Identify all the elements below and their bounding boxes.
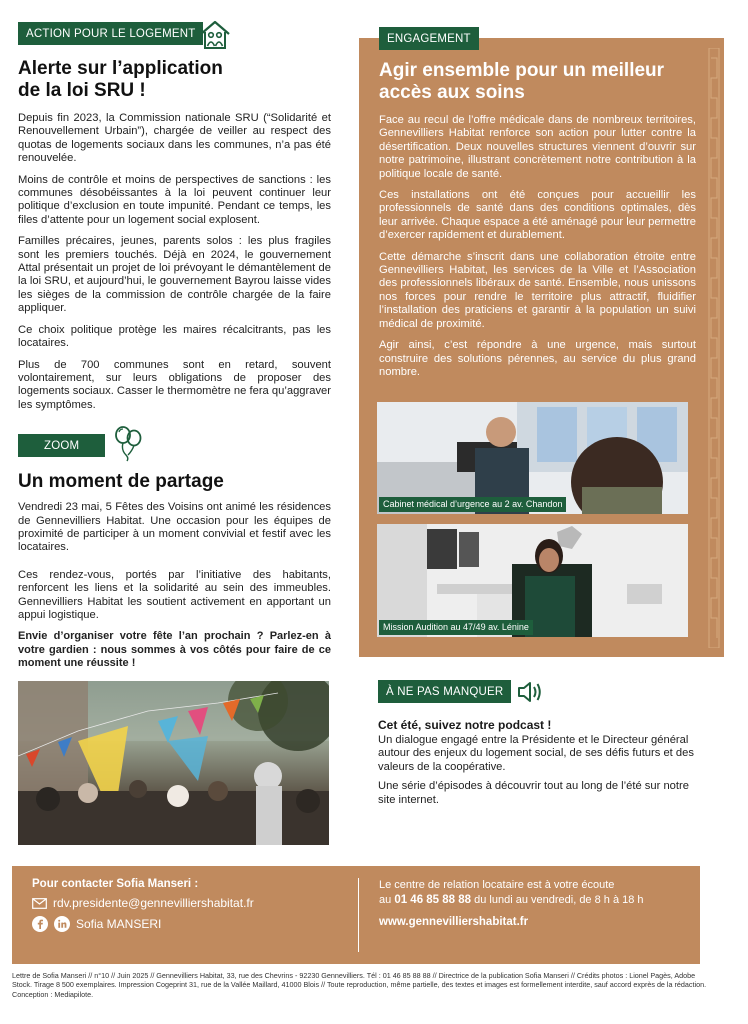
mail-icon [32,898,47,909]
paragraph: Un dialogue engagé entre la Présidente et le Directeur général autour des enjeux du logement social, de ses défis futurs et des valeurs de la coopérative. [378,734,694,773]
party-photo-illustration [18,681,329,845]
balloons-icon [111,424,145,462]
party-photo [18,681,329,845]
footer-divider [358,878,359,952]
contact-email-link[interactable]: rdv.presidente@gennevillier​shabitat.fr [53,896,254,910]
article-title-sru: Alerte sur l’application de la loi SRU ! [18,58,223,101]
section-tag-action: ACTION POUR LE LOGEMENT [18,22,203,45]
paragraph: Moins de contrôle et moins de perspectives de sanctions : les communes désobéissantes à la loi peuvent continuer leur politique d’exclusion en toute impunité. Pendant ce temps, les files d’attente pour un logement social explosent. [18,173,331,226]
relation-locataire [379,878,689,928]
relation-hours: au 01 46 85 88 88 du lundi au vendredi, de 8 h à 18 h [379,894,644,906]
social-name: Sofia MANSERI [76,917,162,931]
cta-text: Envie d’organiser votre fête l’an prochain ? Parlez-en à votre gardien : nous sommes à vos côtés pour faire de ce moment une réussite ! [18,630,331,670]
photo-caption: Mission Audition au 47/49 av. Lénine [379,620,533,635]
contact-email-row [32,896,254,910]
article-title-soins: Agir ensemble pour un meilleur accès aux soins [379,60,665,103]
paragraph: Familles précaires, jeunes, parents solos : les plus fragiles sont les premiers touchés. Déjà en 2024, le gouvernement Attal présentait un projet de loi prévoyant le démantèlement de la loi SRU, et aujourd’hui, le gouvernement Bayrou laisse vides les sièges de la commission de contrôle chargée de la faire appliquer. [18,235,331,315]
paragraph: Agir ainsi, c’est répondre à une urgence, mais surtout construire des solutions pérennes, au service du plus grand nombre. [379,339,696,378]
paragraph: Depuis fin 2023, la Commission nationale SRU (“Solidarité et Renouvellement Urbain”), chargée de veiller au respect des quotas de logements sociaux dans les communes, n’a pas été renouvelée. [18,112,331,165]
podcast-title: Cet été, suivez notre podcast ! [378,718,552,732]
legal-notice: Lettre de Sofia Manseri // n°10 // Juin 2025 // Gennevilliers Habitat, 33, rue des Chevrins - 92230 Gennevilliers. Tél : 01 46 85 88 88 // Directrice de la publication Sofia Manseri // Crédits photos : Lionel Pagès, Adobe Stock. Tirage 8 500 exemplaires. Impression Cogeprint 31, rue de la Vallée Maillard, 41000 Blois // Toute reproduction, même partielle, des textes et images est formellement interdite, sauf accord exprès de la rédaction. Conception : Mediapilote. [12,971,707,999]
relation-text: Le centre de relation locataire est à votre écoute [379,879,615,891]
speaker-icon [516,679,544,705]
paragraph: Vendredi 23 mai, 5 Fêtes des Voisins ont animé les résidences de Gennevilliers Habitat. Une occasion pour les équipes de proximité de participer à un moment convivial et festif avec les locataires. [18,501,331,554]
paragraph: Plus de 700 communes sont en retard, souvent volontairement, sur leurs obligations de proposer des logements sociaux. Casser le thermomètre ne fera qu’aggraver les symptômes. [18,358,331,411]
section-tag-podcast: À NE PAS MANQUER [378,680,511,703]
article-title-zoom: Un moment de partage [18,471,224,493]
section-tag-engagement: ENGAGEMENT [379,27,479,50]
paragraph: Ces rendez-vous, portés par l’initiative des habitants, renforcent les liens et la solidarité au sein des immeubles. Gennevilliers Habitat les soutient activement en apportant un appui logistique. [18,568,331,621]
contact-president [32,878,254,932]
website-link[interactable]: www.gennevilliershabitat.fr [379,916,529,928]
decorative-border-pattern [708,48,720,648]
paragraph: Face au recul de l’offre médicale dans de nombreux territoires, Gennevilliers Habitat renforce son action pour lutter contre la désertification. Deux nouvelles structures viennent d’ouvrir sur notre patrimoine, illustrant concrètement notre contribution à la politique locale de santé. [379,114,696,180]
paragraph: Une série d’épisodes à découvrir tout au long de l’été sur notre site internet. [378,780,689,806]
podcast-section [378,680,698,807]
contact-social-row [32,916,254,932]
photo-mission-audition [377,524,688,637]
article-body-zoom [18,501,331,670]
photo-cabinet-medical [377,402,688,514]
contact-title: Pour contacter Sofia Manseri : [32,878,199,890]
engagement-panel [359,33,724,657]
paragraph: Ce choix politique protège les maires récalcitrants, pas les locataires. [18,323,331,350]
linkedin-icon[interactable] [54,916,70,932]
contact-footer [12,866,700,964]
phone-number[interactable]: 01 46 85 88 88 [394,894,472,906]
article-body-sru [18,112,331,412]
section-tag-zoom: ZOOM [18,434,105,457]
paragraph: Cette démarche s’inscrit dans une collaboration étroite entre Gennevilliers Habitat, les services de la Ville et l’Association des professionnels libéraux de santé. Ensemble, nous unissons nos forces pour rendre le territoire plus attractif, fluidifier l’installation des praticiens et garantir à la population un suivi médical de proximité. [379,250,696,330]
left-column [18,22,331,679]
paragraph: Ces installations ont été conçues pour accueillir les professionnels de santé dans des conditions optimales, dès leur arrivée. Chaque espace a été aménagé pour leur permettre d’exercer rapidement et durablement. [379,189,696,242]
facebook-icon[interactable] [32,916,48,932]
photo-caption: Cabinet médical d’urgence au 2 av. Chandon [379,497,566,512]
article-body-soins [379,114,696,387]
house-people-icon [198,19,232,51]
